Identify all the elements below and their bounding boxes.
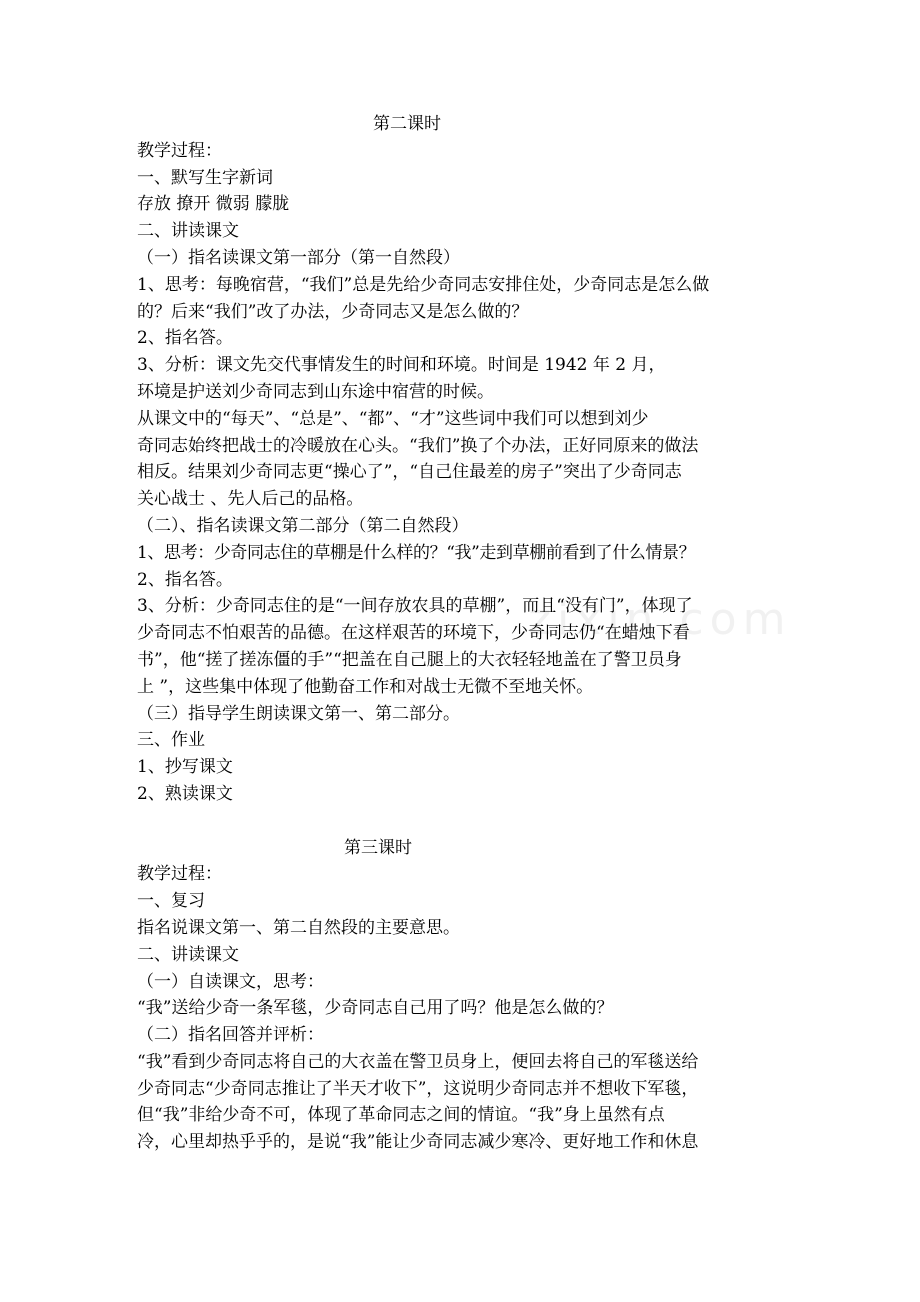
text-line: 存放 撩开 微弱 朦胧 [137,194,290,215]
text-line: 教学过程： [137,140,222,161]
text-line: 上 ”，这些集中体现了他勤奋工作和对战士无微不至地关怀。 [137,676,594,697]
text-line: 二、讲读课文 [137,221,239,242]
lesson2-body [137,138,782,808]
text-line: 1、思考：每晚宿营，“我们”总是先给少奇同志安排住处，少奇同志是怎么做 [137,274,710,295]
text-line: 3、分析：课文先交代事情发生的时间和环境。时间是 1942 年 2 月， [137,355,666,376]
text-line: 三、作业 [137,730,205,751]
text-line: 书”，他“搓了搓冻僵的手”“把盖在自己腿上的大衣轻轻地盖在了警卫员身 [137,649,682,670]
text-line: “我”送给少奇一条军毯，少奇同志自己用了吗？他是怎么做的？ [137,998,614,1019]
text-line: 2、指名答。 [137,328,233,349]
document-page [137,111,782,1156]
text-line: 相反。结果刘少奇同志更“操心了”，“自己住最差的房子”突出了少奇同志 [137,462,682,483]
lesson3-title: 第三课时 [344,837,412,858]
section-gap [137,808,782,835]
text-line: 二、讲读课文 [137,944,239,965]
text-line: 少奇同志不怕艰苦的品德。在这样艰苦的环境下，少奇同志仍“在蜡烛下看 [137,623,690,644]
text-line: 1、思考：少奇同志住的草棚是什么样的？“我”走到草棚前看到了什么情景？ [137,542,696,563]
text-line: 2、熟读课文 [137,783,233,804]
text-line: 环境是护送刘少奇同志到山东途中宿营的时候。 [137,381,494,402]
text-line: 奇同志始终把战士的冷暖放在心头。“我们”换了个办法，正好同原来的做法 [137,435,699,456]
watermark-text: zixin.com [528,594,792,645]
text-line: 一、复习 [137,891,205,912]
text-line: “我”看到少奇同志将自己的大衣盖在警卫员身上，便回去将自己的军毯送给 [137,1051,699,1072]
text-line: 教学过程： [137,864,222,885]
text-line: 一、默写生字新词 [137,167,273,188]
text-line: 3、分析：少奇同志住的是“一间存放农具的草棚”，而且“没有门”，体现了 [137,596,693,617]
text-line: （一）指名读课文第一部分（第一自然段） [137,247,460,268]
text-line: （二）、指名读课文第二部分（第二自然段） [137,515,469,536]
text-line: 关心战士 、先人后己的品格。 [137,489,364,510]
text-line: 从课文中的“每天”、“总是”、“都”、“才”这些词中我们可以想到刘少 [137,408,649,429]
text-line: （三）指导学生朗读课文第一、第二部分。 [137,703,460,724]
lesson3-body [137,861,782,1156]
text-line: 冷，心里却热乎乎的，是说“我”能让少奇同志减少寒冷、更好地工作和休息 [137,1132,699,1153]
text-line: 少奇同志“少奇同志推让了半天才收下”，这说明少奇同志并不想收下军毯， [137,1078,699,1099]
text-line: （一）自读课文，思考： [137,971,324,992]
text-line: （二）指名回答并评析： [137,1025,324,1046]
text-line: 2、指名答。 [137,569,233,590]
text-line: 但“我”非给少奇不可，体现了革命同志之间的情谊。“我”身上虽然有点 [137,1105,665,1126]
text-line: 1、抄写课文 [137,757,233,778]
text-line: 指名说课文第一、第二自然段的主要意思。 [137,917,460,938]
lesson2-title: 第二课时 [373,114,441,134]
text-line: 的？后来“我们”改了办法，少奇同志又是怎么做的？ [137,301,529,322]
